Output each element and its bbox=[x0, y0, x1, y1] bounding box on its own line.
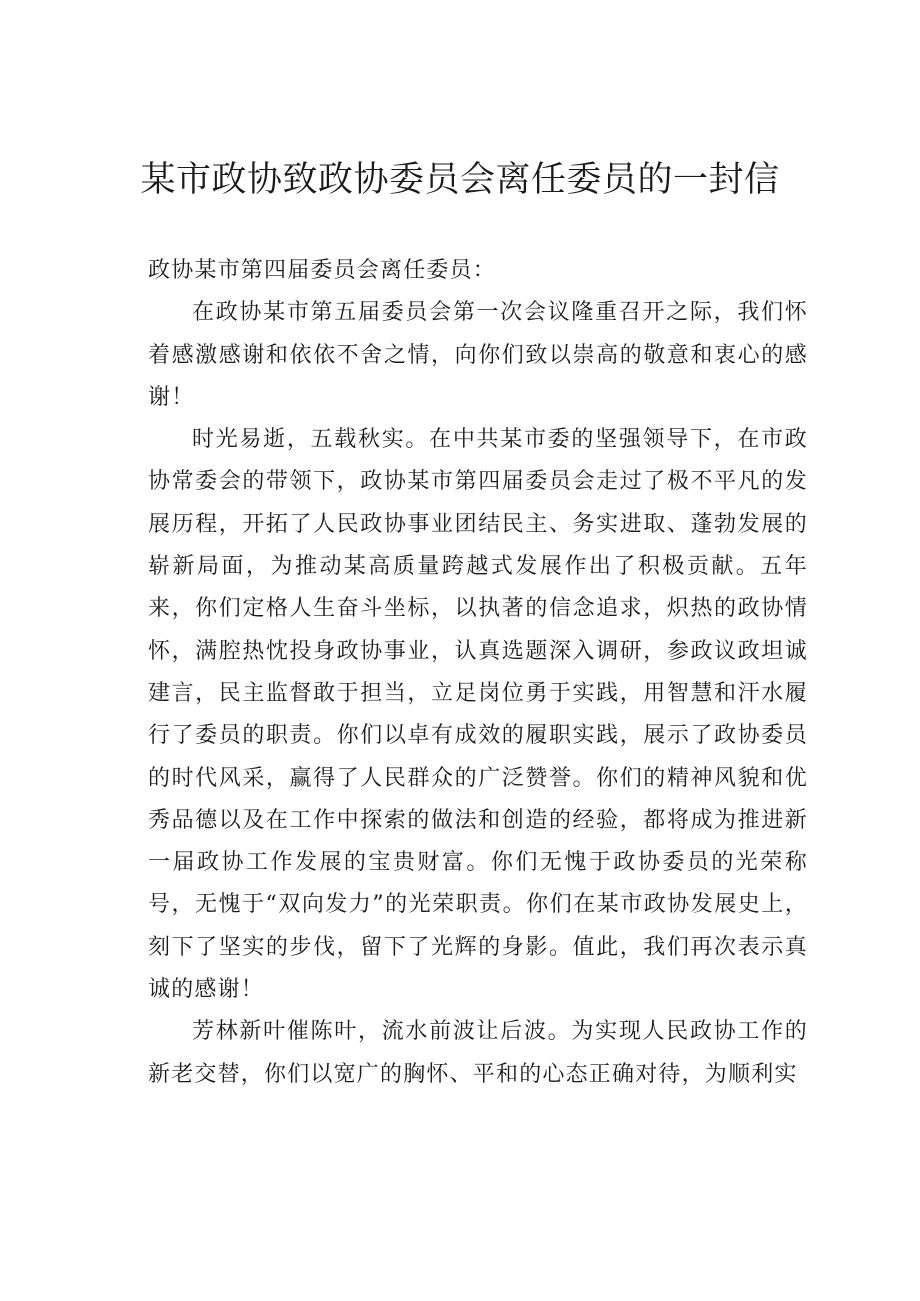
paragraph-achievements: 时光易逝，五载秋实。在中共某市委的坚强领导下，在市政协常委会的带领下，政协某市第四届委员会走过了极不平凡的发展历程，开拓了人民政协事业团结民主、务实进取、蓬勃发展的崭新局面，为推动某高质量跨越式发展作出了积极贡献。五年来，你们定格人生奋斗坐标，以执著的信念追求，炽热的政协情怀，满腔热忱投身政协事业，认真选题深入调研，参政议政坦诚建言，民主监督敢于担当，立足岗位勇于实践，用智慧和汗水履行了委员的职责。你们以卓有成效的履职实践，展示了政协委员的时代风采，赢得了人民群众的广泛赞誉。你们的精神风貌和优秀品德以及在工作中探索的做法和创造的经验，都将成为推进新一届政协工作发展的宝贵财富。你们无愧于政协委员的光荣称号，无愧于“双向发力”的光荣职责。你们在某市政协发展史上，刻下了坚实的步伐，留下了光辉的身影。值此，我们再次表示真诚的感谢！ bbox=[148, 427, 808, 1003]
salutation: 政协某市第四届委员会离任委员： bbox=[148, 258, 497, 283]
letter-body bbox=[148, 250, 808, 1096]
paragraph-opening: 在政协某市第五届委员会第一次会议隆重召开之际，我们怀着感激感谢和依依不舍之情，向你们致以崇高的敬意和衷心的感谢！ bbox=[148, 300, 808, 410]
document-title: 某市政协致政协委员会离任委员的一封信 bbox=[140, 160, 780, 200]
paragraph-transition: 芳林新叶催陈叶，流水前波让后波。为实现人民政协工作的新老交替，你们以宽广的胸怀、平和的心态正确对待，为顺利实 bbox=[148, 1019, 808, 1087]
